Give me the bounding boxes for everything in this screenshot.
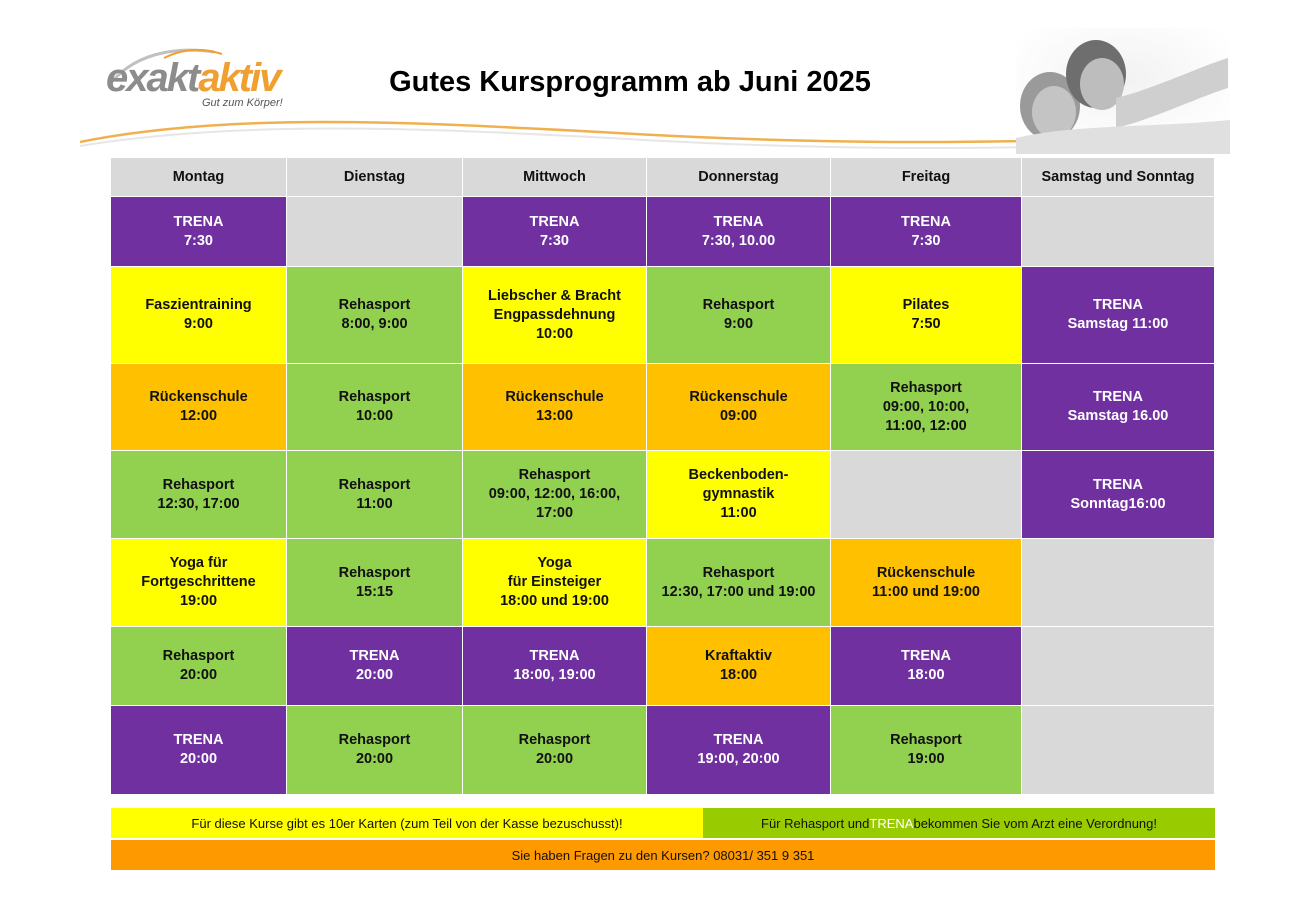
course-cell: Faszientraining 9:00 [111, 267, 287, 364]
empty-cell [1022, 197, 1215, 267]
course-cell: Rehasport 09:00, 10:00, 11:00, 12:00 [831, 364, 1022, 451]
course-cell: Rehasport 12:30, 17:00 [111, 451, 287, 539]
prescription-note [703, 808, 1215, 838]
day-header: Donnerstag [647, 158, 831, 197]
empty-cell [1022, 627, 1215, 706]
course-cell: Rehasport 9:00 [647, 267, 831, 364]
prescription-note-post: bekommen Sie vom Arzt eine Verordnung! [913, 815, 1157, 831]
course-cell: Rehasport 19:00 [831, 706, 1022, 795]
course-cell: Rückenschule 13:00 [463, 364, 647, 451]
empty-cell [1022, 706, 1215, 795]
logo-wordmark [106, 58, 279, 98]
prescription-note-trena: TRENA [869, 815, 914, 831]
course-cell: Rehasport 8:00, 9:00 [287, 267, 463, 364]
course-cell: Rückenschule 09:00 [647, 364, 831, 451]
course-cell: Rehasport 11:00 [287, 451, 463, 539]
prescription-note-pre: Für Rehasport und [761, 815, 870, 831]
course-cell: TRENA Sonntag16:00 [1022, 451, 1215, 539]
ten-card-note [111, 808, 703, 838]
logo-tagline: Gut zum Körper! [202, 97, 283, 109]
course-cell: Rehasport 09:00, 12:00, 16:00, 17:00 [463, 451, 647, 539]
course-cell: TRENA Samstag 11:00 [1022, 267, 1215, 364]
ten-card-note-text: Für diese Kurse gibt es 10er Karten (zum Teil von der Kasse bezuschusst)! [191, 815, 623, 831]
empty-cell [287, 197, 463, 267]
contact-note-text: Sie haben Fragen zu den Kursen? 08031/ 351 9 351 [511, 847, 815, 863]
course-cell: Rehasport 20:00 [463, 706, 647, 795]
course-cell: TRENA 7:30 [111, 197, 287, 267]
course-cell: Yoga für Einsteiger 18:00 und 19:00 [463, 539, 647, 627]
empty-cell [1022, 539, 1215, 627]
course-cell: Rehasport 15:15 [287, 539, 463, 627]
day-header: Mittwoch [463, 158, 647, 197]
day-header: Montag [111, 158, 287, 197]
course-cell: TRENA 19:00, 20:00 [647, 706, 831, 795]
course-cell: TRENA 20:00 [287, 627, 463, 706]
course-cell: TRENA 7:30 [831, 197, 1022, 267]
course-cell: TRENA 7:30 [463, 197, 647, 267]
course-cell: TRENA 7:30, 10.00 [647, 197, 831, 267]
course-cell: TRENA 18:00, 19:00 [463, 627, 647, 706]
course-cell: Rehasport 20:00 [287, 706, 463, 795]
day-header: Dienstag [287, 158, 463, 197]
page-title: Gutes Kursprogramm ab Juni 2025 [389, 66, 871, 98]
course-cell: Kraftaktiv 18:00 [647, 627, 831, 706]
course-cell: TRENA 18:00 [831, 627, 1022, 706]
course-cell: Rehasport 12:30, 17:00 und 19:00 [647, 539, 831, 627]
empty-cell [831, 451, 1022, 539]
course-schedule-table [111, 158, 1215, 795]
course-cell: Rehasport 10:00 [287, 364, 463, 451]
course-cell: TRENA 20:00 [111, 706, 287, 795]
course-cell: TRENA Samstag 16.00 [1022, 364, 1215, 451]
logo-exakt: exakt [106, 56, 199, 100]
day-header: Freitag [831, 158, 1022, 197]
logo-aktiv: aktiv [198, 56, 280, 100]
course-cell: Rückenschule 11:00 und 19:00 [831, 539, 1022, 627]
course-cell: Rückenschule 12:00 [111, 364, 287, 451]
course-cell: Pilates 7:50 [831, 267, 1022, 364]
course-cell: Rehasport 20:00 [111, 627, 287, 706]
contact-note [111, 840, 1215, 870]
couple-photo [1016, 28, 1230, 154]
logo [104, 44, 304, 116]
day-header: Samstag und Sonntag [1022, 158, 1215, 197]
course-cell: Yoga für Fortgeschrittene 19:00 [111, 539, 287, 627]
course-cell: Beckenboden- gymnastik 11:00 [647, 451, 831, 539]
course-cell: Liebscher & Bracht Engpassdehnung 10:00 [463, 267, 647, 364]
